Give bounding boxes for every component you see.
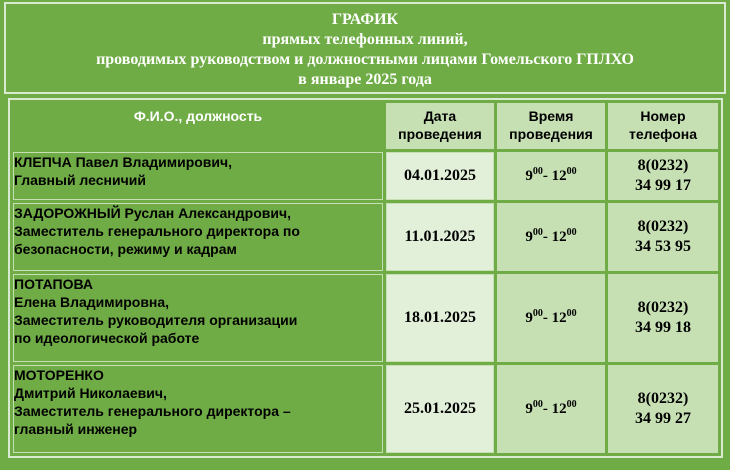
time-separator: - [542, 167, 552, 184]
person-cell [13, 365, 383, 453]
header-time-label: проведения [509, 126, 593, 142]
date-cell [386, 203, 494, 271]
header-name-label: Ф.И.О., должность [133, 108, 263, 124]
phone-code: 8(0232) [637, 390, 689, 407]
time-start: 9 [525, 400, 533, 417]
person-name: КЛЕПЧА Павел Владимирович, [14, 154, 233, 170]
time-start: 9 [525, 167, 533, 184]
time-end: 12 [551, 167, 567, 184]
title-heading: ГРАФИК [331, 11, 399, 28]
time-end-minutes: 00 [566, 307, 577, 319]
person-name: ПОТАПОВА [14, 276, 94, 292]
date-value: 11.01.2025 [404, 228, 476, 245]
title-block [4, 2, 726, 94]
time-cell [497, 365, 605, 453]
date-value: 25.01.2025 [404, 400, 476, 417]
person-position: Заместитель генерального директора по [14, 223, 300, 239]
date-value: 04.01.2025 [404, 167, 476, 184]
header-time-label: Время [528, 108, 574, 124]
time-start-minutes: 00 [532, 226, 543, 238]
time-separator: - [542, 228, 552, 245]
person-position: Заместитель генерального директора – [14, 403, 291, 419]
table-row [13, 152, 718, 200]
person-position: по идеологической работе [14, 330, 200, 346]
time-start-minutes: 00 [532, 307, 543, 319]
header-phone [608, 103, 718, 149]
phone-code: 8(0232) [637, 218, 689, 235]
person-name: Дмитрий Николаевич, [14, 385, 167, 401]
person-position: безопасности, режиму и кадрам [14, 241, 237, 257]
person-cell [13, 274, 383, 362]
time-end-minutes: 00 [566, 398, 577, 410]
time-end-minutes: 00 [566, 226, 577, 238]
phone-code: 8(0232) [637, 299, 689, 316]
phone-cell [608, 365, 718, 453]
time-start: 9 [525, 309, 533, 326]
time-start-minutes: 00 [532, 398, 543, 410]
date-value: 18.01.2025 [404, 309, 476, 326]
phone-cell [608, 203, 718, 271]
title-period: в январе 2025 года [298, 71, 432, 88]
phone-number: 34 99 18 [635, 319, 691, 336]
phone-number: 34 53 95 [635, 238, 691, 255]
date-cell [386, 365, 494, 453]
header-date [386, 103, 494, 149]
header-phone-label: Номер [640, 108, 686, 124]
time-start-minutes: 00 [532, 165, 543, 177]
header-date-label: Дата [423, 108, 457, 124]
person-cell [13, 152, 383, 200]
time-cell [497, 274, 605, 362]
phone-cell [608, 152, 718, 200]
time-separator: - [542, 400, 552, 417]
header-date-label: проведения [398, 126, 482, 142]
schedule-table [8, 98, 723, 458]
person-position: главный инженер [14, 421, 138, 437]
title-subline: прямых телефонных линий, [262, 31, 468, 48]
time-end: 12 [551, 309, 567, 326]
table-header-row [13, 103, 718, 149]
person-name: ЗАДОРОЖНЫЙ Руслан Александрович, [14, 205, 291, 221]
person-name: Елена Владимировна, [14, 294, 170, 310]
title-subline: проводимых руководством и должностными лицами Гомельского ГПЛХО [96, 51, 634, 68]
table-row [13, 365, 718, 453]
person-cell [13, 203, 383, 271]
time-cell [497, 203, 605, 271]
phone-cell [608, 274, 718, 362]
person-position: Главный лесничий [14, 172, 146, 188]
table-row [13, 274, 718, 362]
header-phone-label: телефона [629, 126, 697, 142]
time-end: 12 [551, 400, 567, 417]
table-row [13, 203, 718, 271]
phone-code: 8(0232) [637, 157, 689, 174]
date-cell [386, 274, 494, 362]
phone-number: 34 99 17 [635, 177, 691, 194]
time-end-minutes: 00 [566, 165, 577, 177]
header-name [13, 103, 383, 149]
time-cell [497, 152, 605, 200]
time-end: 12 [551, 228, 567, 245]
person-position: Заместитель руководителя организации [14, 312, 298, 328]
time-separator: - [542, 309, 552, 326]
phone-number: 34 99 27 [635, 410, 691, 427]
time-start: 9 [525, 228, 533, 245]
header-time [497, 103, 605, 149]
date-cell [386, 152, 494, 200]
person-name: МОТОРЕНКО [14, 367, 104, 383]
